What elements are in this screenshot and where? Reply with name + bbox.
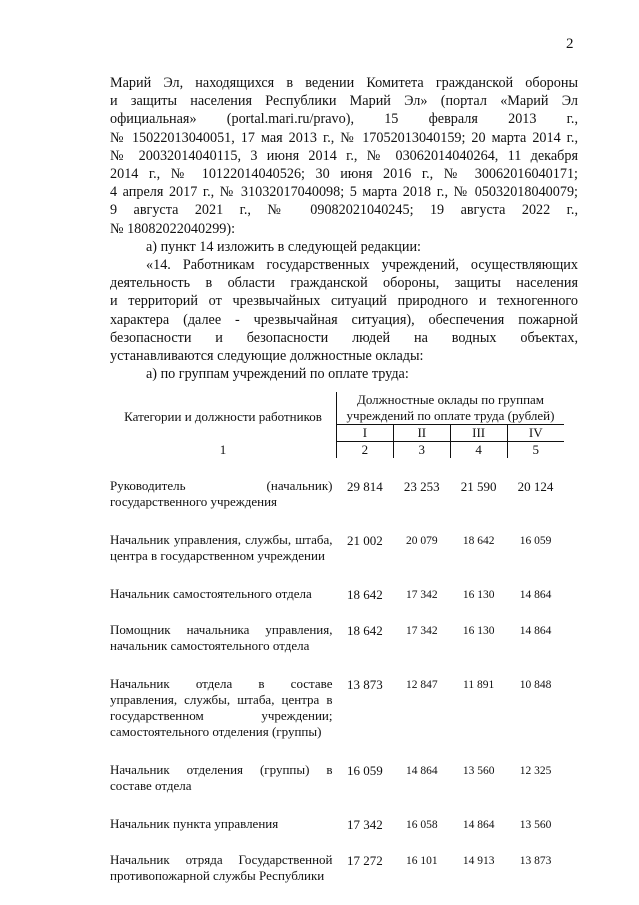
salary-value: 16 059 <box>519 535 552 547</box>
salary-value: 20 079 <box>405 535 438 547</box>
page-number: 2 <box>566 36 574 52</box>
salary-value: 17 272 <box>347 853 383 868</box>
group-header: III <box>450 425 507 442</box>
text-line: Марий Эл, находящихся в ведении Комитета гражданской обороны <box>110 75 578 91</box>
body-text <box>110 74 578 383</box>
text-line: 2014 г., № 10122014040526; 30 июня 2016 г., № 30062016040171; <box>110 166 578 183</box>
category-header: Категории и должности работников <box>124 408 322 424</box>
salary-value: 10 848 <box>519 679 552 691</box>
salary-header: Должностные оклады по группам учреждений по оплате труда (рублей) <box>337 392 565 425</box>
text-line: 4 апреля 2017 г., № 31032017040098; 5 марта 2018 г., № 05032018040079; <box>110 184 578 201</box>
salary-value: 14 864 <box>519 625 552 637</box>
column-number: 4 <box>450 442 507 459</box>
column-number: 3 <box>393 442 450 459</box>
table-row <box>110 532 564 564</box>
salary-value: 16 058 <box>405 819 438 831</box>
column-number: 5 <box>507 442 564 459</box>
text-line: деятельность в области гражданской обороны, защиты населения <box>110 275 578 292</box>
text-line: характера (далее - чрезвычайная ситуация), обеспечения пожарной <box>110 311 578 328</box>
salary-table <box>110 392 564 884</box>
text-line: и территорий от чрезвычайных ситуаций природного и техногенного <box>110 293 578 310</box>
table-row <box>110 816 564 834</box>
group-header: IV <box>507 425 564 442</box>
position-name: Помощник начальника управления, начальник самостоятельного отдела <box>110 622 333 653</box>
salary-value: 16 101 <box>405 855 438 867</box>
text-line: и защиты населения Республики Марий Эл» (портал «Марий Эл <box>110 93 578 110</box>
text-line: № 18082022040299): <box>110 220 236 237</box>
position-name: Начальник отдела в составе управления, службы, штаба, центра в государственном учреждении; самостоятельного отделения (группы) <box>110 676 333 739</box>
group-header: I <box>337 425 394 442</box>
salary-value: 29 814 <box>347 479 383 494</box>
salary-value: 11 891 <box>463 679 495 691</box>
text-line: № 15022013040051, 17 мая 2013 г., № 17052013040159; 20 марта 2014 г., <box>110 129 578 146</box>
salary-value: 18 642 <box>347 623 383 638</box>
table-row <box>110 622 564 654</box>
salary-value: 13 560 <box>462 765 495 777</box>
table-row <box>110 852 564 884</box>
salary-value: 14 913 <box>462 855 495 867</box>
table-row <box>110 676 564 740</box>
table-row <box>110 762 564 794</box>
salary-value: 13 873 <box>347 677 383 692</box>
table-body <box>110 458 564 884</box>
text-line: а) пункт 14 изложить в следующей редакции: <box>146 238 421 255</box>
position-name: Руководитель (начальник) государственного учреждения <box>110 478 333 509</box>
salary-value: 21 002 <box>347 533 383 548</box>
position-name: Начальник отряда Государственной противопожарной службы Республики <box>110 852 333 883</box>
salary-value: 14 864 <box>519 589 552 601</box>
text-line: «14. Работникам государственных учреждений, осуществляющих <box>146 257 578 274</box>
salary-value: 14 864 <box>462 819 495 831</box>
salary-value: 16 059 <box>347 763 383 778</box>
salary-value: 17 342 <box>347 817 383 832</box>
salary-value: 17 342 <box>405 589 438 601</box>
text-line: 9 августа 2021 г., № 09082021040245; 19 августа 2022 г., <box>110 202 578 219</box>
salary-value: 12 325 <box>519 765 552 777</box>
salary-value: 13 873 <box>519 855 552 867</box>
salary-value: 18 642 <box>462 535 495 547</box>
salary-value: 13 560 <box>519 819 552 831</box>
salary-value: 12 847 <box>405 679 438 691</box>
salary-value: 20 124 <box>517 479 554 494</box>
salary-value: 14 864 <box>405 765 438 777</box>
salary-value: 23 253 <box>403 479 440 494</box>
text-line: № 20032014040115, 3 июня 2014 г., № 03062014040264, 11 декабря <box>110 147 578 164</box>
group-header: II <box>393 425 450 442</box>
salary-value: 16 130 <box>462 625 495 637</box>
position-name: Начальник отделения (группы) в составе отдела <box>110 762 333 793</box>
column-number: 2 <box>337 442 394 459</box>
position-name: Начальник управления, службы, штаба, центра в государственном учреждении <box>110 532 333 563</box>
text-line: официальная» (portal.mari.ru/pravo), 15 февраля 2013 г., <box>110 111 578 128</box>
text-line: а) по группам учреждений по оплате труда: <box>146 366 409 383</box>
text-line: устанавливаются следующие должностные оклады: <box>110 348 424 365</box>
salary-value: 16 130 <box>462 589 495 601</box>
text-line: безопасности и безопасности людей на водных объектах, <box>110 329 578 346</box>
salary-value: 18 642 <box>347 587 383 602</box>
position-name: Начальник пункта управления <box>110 816 279 831</box>
table-row <box>110 478 564 510</box>
position-name: Начальник самостоятельного отдела <box>110 586 312 601</box>
table-row <box>110 586 564 604</box>
salary-value: 21 590 <box>460 479 497 494</box>
salary-value: 17 342 <box>405 625 438 637</box>
column-number: 1 <box>219 441 227 457</box>
